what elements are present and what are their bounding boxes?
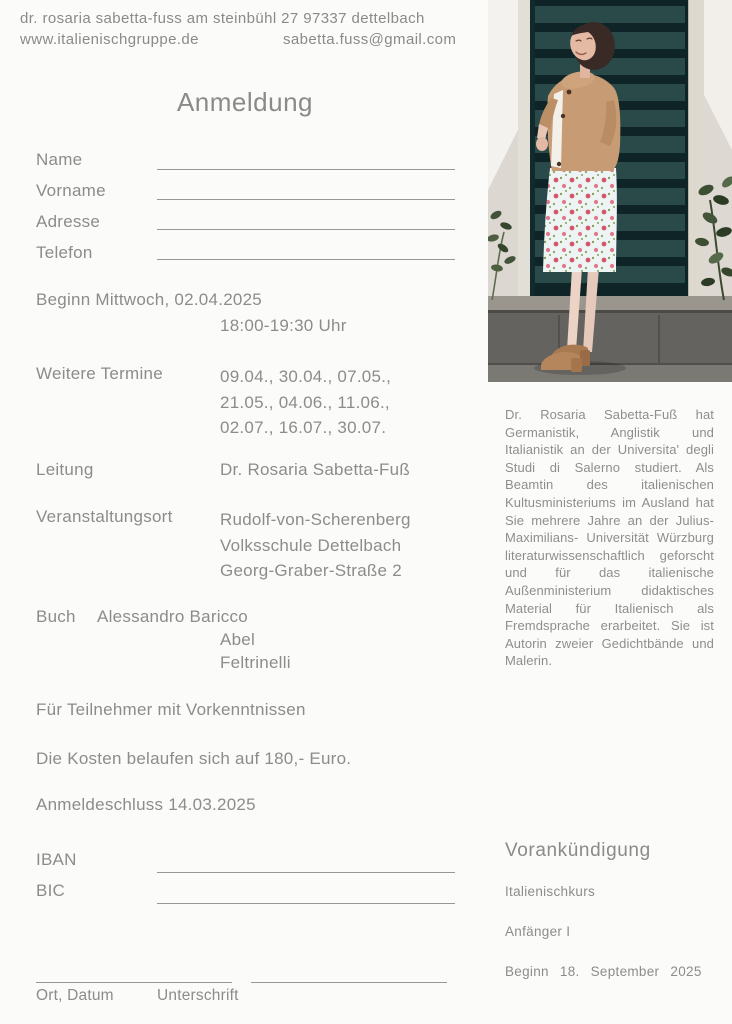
book-label: Buch [36, 607, 76, 626]
venue-line-1: Rudolf-von-Scherenberg [220, 510, 411, 529]
vorname-field-label: Vorname [36, 181, 106, 200]
place-date-signature-line[interactable] [36, 982, 232, 983]
book-author: Alessandro Baricco [97, 607, 248, 626]
book-publisher: Feltrinelli [220, 653, 291, 672]
bic-field-label: BIC [36, 881, 66, 900]
telefon-field-line[interactable] [157, 259, 455, 260]
vorname-field-line[interactable] [157, 199, 455, 200]
more-dates-line-3: 02.07., 16.07., 30.07. [220, 418, 387, 438]
more-dates-list [220, 364, 391, 441]
time-text: 18:00-19:30 Uhr [220, 316, 347, 335]
adresse-field-label: Adresse [36, 212, 101, 231]
contact-address-line: dr. rosaria sabetta-fuss am steinbühl 27 97337 dettelbach [20, 10, 425, 27]
cost-note: Die Kosten belaufen sich auf 180,- Euro. [36, 749, 352, 768]
iban-field-line[interactable] [157, 872, 455, 873]
biography-text: Dr. Rosaria Sabetta-Fuß hat Germanistik, Anglistik und Italianistik an der Universita' degli Studi di Salerno studiert. Als Beamtin des italienischen Kultusministeriums im Ausland hat Sie mehrere Jahre an der Julius-Maximilians- Universität Würzburg literaturwissenschaftlich geforscht und für das italienische Außenministerium didaktisches Material für Italienisch als Fremdsprache erarbeitet. Sie ist Autorin zweier Gedichtbände und Malerin. [505, 407, 714, 669]
announcement-level: Anfänger I [505, 924, 571, 939]
name-field-label: Name [36, 150, 83, 169]
begin-date-text: Beginn Mittwoch, 02.04.2025 [36, 290, 263, 309]
telefon-field-label: Telefon [36, 243, 93, 262]
leader-label: Leitung [36, 460, 94, 479]
bic-field-line[interactable] [157, 903, 455, 904]
leader-name: Dr. Rosaria Sabetta-Fuß [220, 460, 410, 479]
place-date-label: Ort, Datum [36, 987, 114, 1004]
iban-field-label: IBAN [36, 850, 77, 869]
venue-line-2: Volksschule Dettelbach [220, 535, 402, 555]
announcement-begin: Beginn 18. September 2025 [505, 964, 702, 979]
venue-line-3: Georg-Graber-Straße 2 [220, 561, 402, 581]
audience-note: Für Teilnehmer mit Vorkenntnissen [36, 700, 306, 719]
signature-label: Unterschrift [157, 987, 239, 1004]
adresse-field-line[interactable] [157, 229, 455, 230]
deadline-note: Anmeldeschluss 14.03.2025 [36, 795, 256, 814]
page-title: Anmeldung [176, 87, 314, 117]
signature-line[interactable] [251, 982, 447, 983]
name-field-line[interactable] [157, 169, 455, 170]
email-text: sabetta.fuss@gmail.com [283, 31, 457, 48]
portrait-photo [488, 0, 732, 382]
more-dates-line-1: 09.04., 30.04., 07.05., [220, 367, 392, 386]
book-title: Abel [220, 630, 256, 649]
announcement-course: Italienischkurs [505, 884, 596, 899]
more-dates-label: Weitere Termine [36, 364, 163, 383]
more-dates-line-2: 21.05., 04.06., 11.06., [220, 392, 390, 412]
venue-address [220, 507, 411, 584]
website-text: www.italienischgruppe.de [20, 31, 199, 48]
venue-label: Veranstaltungsort [36, 507, 173, 526]
announcement-title: Vorankündigung [505, 840, 651, 861]
